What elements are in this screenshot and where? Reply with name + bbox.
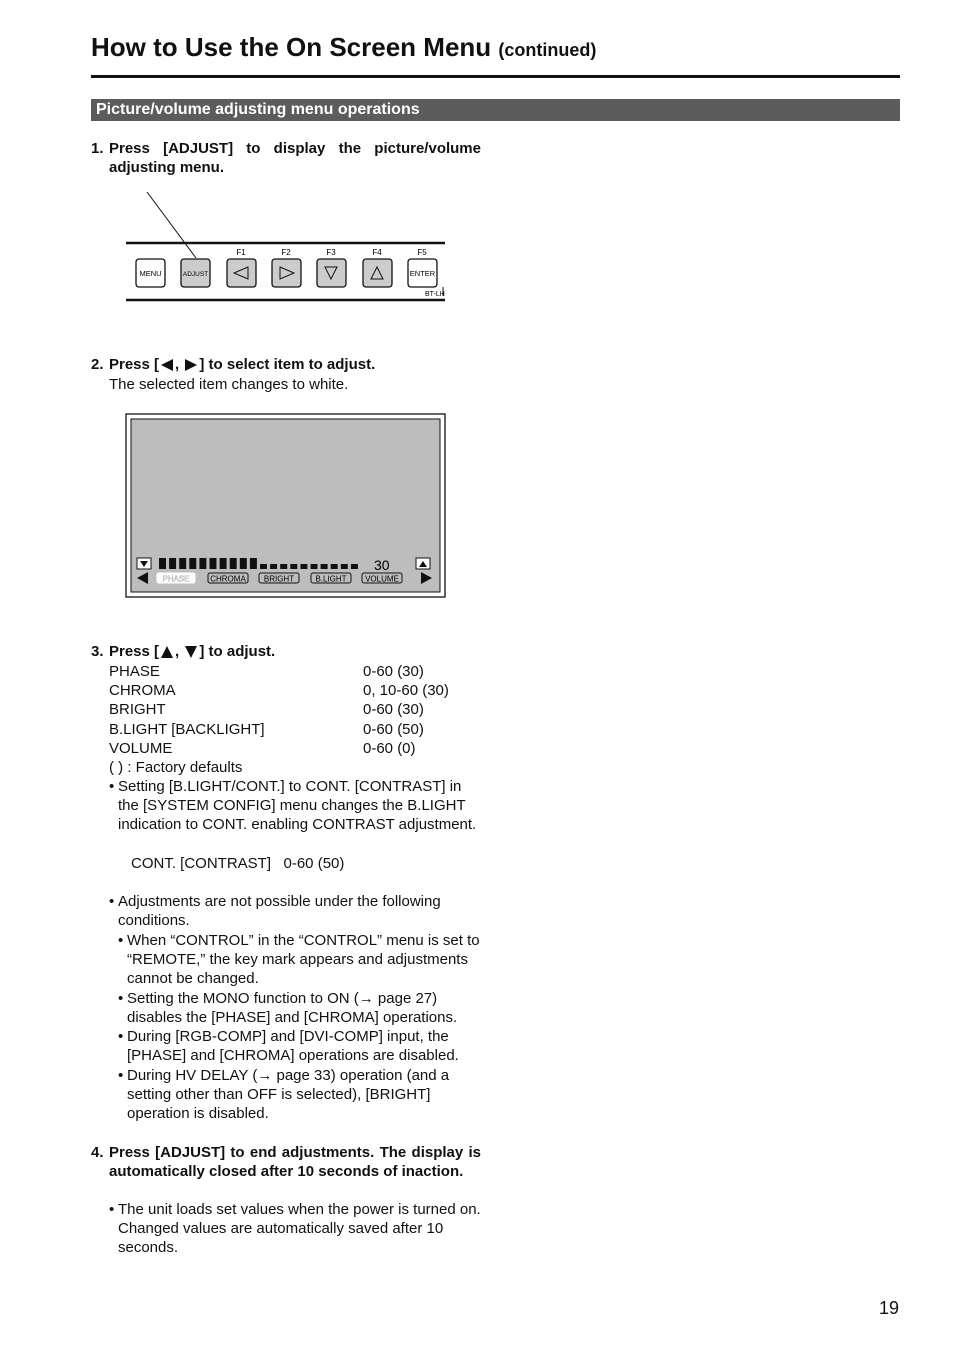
osd-item-bright xyxy=(259,573,299,584)
enter-button[interactable] xyxy=(408,259,437,287)
step-3-number: 3. xyxy=(91,643,104,660)
level-segment-empty xyxy=(300,564,307,569)
step-4-text: Press [ADJUST] to end adjustments. The display is automatically closed after 10 seconds of inaction. xyxy=(109,1144,481,1180)
level-segment-filled xyxy=(230,558,237,569)
level-segment-filled xyxy=(240,558,247,569)
osd-item-blight xyxy=(311,573,351,584)
level-segment-empty xyxy=(290,564,297,569)
f5-label: F5 xyxy=(417,248,427,257)
step-3 xyxy=(91,642,481,661)
f4-label: F4 xyxy=(372,248,382,257)
condition-item: • Setting the MONO function to ON (→ page 27) disables the [PHASE] and [CHROMA] operations. xyxy=(118,990,458,1027)
step-4-bullet: • The unit loads set values when the power is turned on. Changed values are automatically saved after 10 seconds. xyxy=(109,1201,481,1257)
factory-defaults-note: ( ) : Factory defaults xyxy=(109,758,243,776)
level-segment-filled xyxy=(189,558,196,569)
down-arrow-icon xyxy=(185,646,197,658)
level-segment-filled xyxy=(179,558,186,569)
svg-text:BRIGHT: BRIGHT xyxy=(263,574,295,584)
f3-label: F3 xyxy=(326,248,336,257)
level-segment-filled xyxy=(159,558,166,569)
step-4-number: 4. xyxy=(91,1144,104,1161)
f3-down-button[interactable] xyxy=(317,259,346,287)
step-2 xyxy=(91,355,481,374)
step-2-text: Press [ , ] to select item to adjust. xyxy=(109,356,376,373)
contrast-bullet: • Setting [B.LIGHT/CONT.] to CONT. [CONTRAST] in the [SYSTEM CONFIG] menu changes the B.LIGHT indication to CONT. enabling CONTRAST adjustment. xyxy=(109,778,477,834)
adjust-button[interactable] xyxy=(181,259,210,287)
level-segment-empty xyxy=(331,564,338,569)
page-title-suffix: (continued) xyxy=(498,40,597,60)
step-2-number: 2. xyxy=(91,356,104,373)
conditions-bullet: • Adjustments are not possible under the following conditions. xyxy=(109,893,441,930)
level-segment-empty xyxy=(311,564,318,569)
button-panel-illustration xyxy=(120,188,450,308)
level-segment-filled xyxy=(210,558,217,569)
step-1-number: 1. xyxy=(91,140,104,157)
scroll-down-icon xyxy=(137,558,151,569)
osd-item-volume xyxy=(362,573,402,584)
level-value: 30 xyxy=(374,557,390,573)
level-segment-filled xyxy=(220,558,227,569)
enter-button-label: ENTER xyxy=(409,269,436,278)
level-segment-empty xyxy=(321,564,328,569)
level-segment-filled xyxy=(250,558,257,569)
page-title-text: How to Use the On Screen Menu xyxy=(91,32,492,62)
f2-label: F2 xyxy=(281,248,291,257)
f4-up-button[interactable] xyxy=(363,259,392,287)
step-1 xyxy=(91,139,481,177)
right-arrow-icon xyxy=(185,359,197,371)
level-segment-empty xyxy=(341,564,348,569)
pointer-line xyxy=(147,192,196,258)
section-heading: Picture/volume adjusting menu operations xyxy=(91,99,900,121)
level-segment-filled xyxy=(169,558,176,569)
page-title xyxy=(91,32,596,63)
condition-item: • During HV DELAY (→ page 33) operation (and a setting other than OFF is selected), [BRIGHT] operation is disabled. xyxy=(118,1067,450,1123)
model-label: BT-LH xyxy=(425,291,445,298)
osd-item-phase xyxy=(157,573,195,584)
f1-left-button[interactable] xyxy=(227,259,256,287)
level-segment-empty xyxy=(280,564,287,569)
range-row: CHROMA 0, 10-60 (30) xyxy=(109,682,449,700)
f2-right-button[interactable] xyxy=(272,259,301,287)
range-row: VOLUME 0-60 (0) xyxy=(109,739,416,757)
level-segment-empty xyxy=(270,564,277,569)
condition-item: • During [RGB-COMP] and [DVI-COMP] input, the [PHASE] and [CHROMA] operations are disabled. xyxy=(118,1028,459,1065)
f1-label: F1 xyxy=(236,248,246,257)
range-row: PHASE 0-60 (30) xyxy=(109,663,424,680)
svg-text:PHASE: PHASE xyxy=(162,574,190,584)
range-row: B.LIGHT [BACKLIGHT] 0-60 (50) xyxy=(109,720,424,738)
condition-item: • When “CONTROL” in the “CONTROL” menu is set to “REMOTE,” the key mark appears and adjustments cannot be changed. xyxy=(118,932,480,988)
left-arrow-icon xyxy=(161,359,173,371)
svg-text:CHROMA: CHROMA xyxy=(210,574,246,584)
menu-button[interactable] xyxy=(136,259,165,287)
menu-button-label: MENU xyxy=(139,269,162,278)
up-arrow-icon xyxy=(161,646,173,658)
level-segment-empty xyxy=(351,564,358,569)
header-rule xyxy=(91,75,900,78)
step-3-text: Press [ , ] to adjust. xyxy=(109,643,276,660)
range-row: BRIGHT 0-60 (30) xyxy=(109,701,424,719)
osd-screen-illustration xyxy=(125,413,447,599)
step-2-note: The selected item changes to white. xyxy=(109,376,349,393)
page-number: 19 xyxy=(879,1298,900,1318)
osd-item-chroma xyxy=(208,573,248,584)
level-segment-empty xyxy=(260,564,267,569)
level-segment-filled xyxy=(199,558,206,569)
scroll-up-icon xyxy=(416,558,430,569)
svg-text:VOLUME: VOLUME xyxy=(365,574,399,584)
contrast-range: CONT. [CONTRAST] 0-60 (50) xyxy=(131,855,345,872)
step-4 xyxy=(91,1143,481,1181)
svg-text:B.LIGHT: B.LIGHT xyxy=(315,574,347,584)
step-1-text: Press [ADJUST] to display the picture/volume adjusting menu. xyxy=(109,140,481,176)
adjust-button-label: ADJUST xyxy=(182,271,209,278)
adjustment-ranges xyxy=(109,662,489,777)
